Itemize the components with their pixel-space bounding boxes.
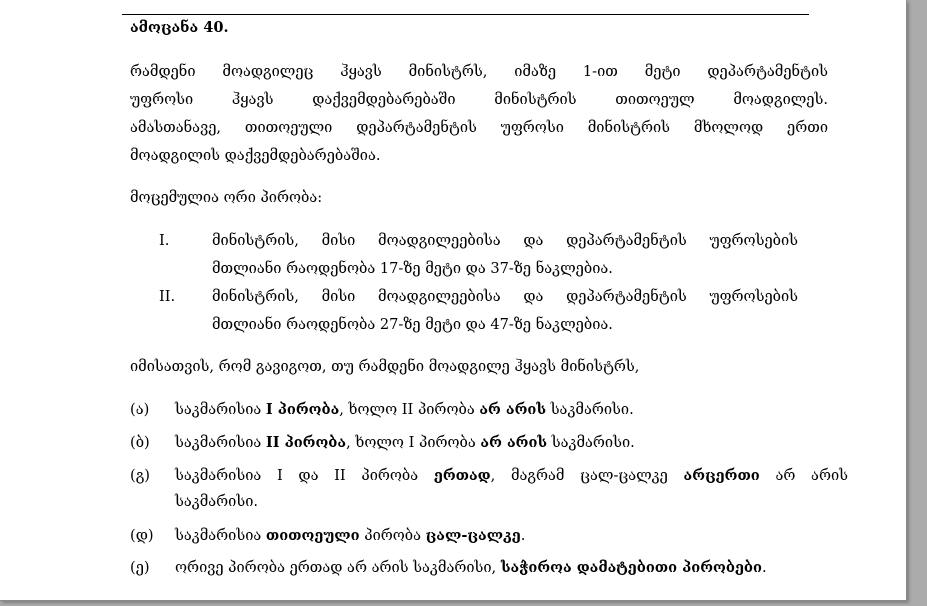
option-c-label: (გ) xyxy=(130,467,150,484)
condition-2-line-1: მინისტრის, მისი მოადგილეებისა და დეპარტამენტის უფროსების xyxy=(212,288,798,305)
question-text: იმისათვის, რომ გავიგოთ, თუ რამდენი მოადგილე ჰყავს მინისტრს, xyxy=(130,358,640,375)
condition-2-line-2: მთლიანი რაოდენობა 27-ზე მეტი და 47-ზე ნაკლებია. xyxy=(212,316,613,333)
option-a-text: საკმარისია I პირობა, ხოლო II პირობა არ არის საკმარისი. xyxy=(175,401,634,418)
option-b-text: საკმარისია II პირობა, ხოლო I პირობა არ არის საკმარისი. xyxy=(175,434,635,451)
option-a-label: (ა) xyxy=(130,401,150,418)
option-d-text: საკმარისია თითოეული პირობა ცალ-ცალკე. xyxy=(175,527,526,544)
condition-2-label: II. xyxy=(159,288,176,305)
option-e-label: (ე) xyxy=(130,559,150,576)
top-rule xyxy=(122,14,809,15)
option-e-text: ორივე პირობა ერთად არ არის საკმარისი, საჭიროა დამატებითი პირობები. xyxy=(175,559,767,576)
paragraph-line-2: უფროსი ჰყავს დაქვემდებარებაში მინისტრის თითოეულ მოადგილეს. xyxy=(130,91,828,108)
paragraph-line-3: ამასთანავე, თითოეული დეპარტამენტის უფროსი მინისტრის მხოლოდ ერთი xyxy=(130,119,828,136)
condition-1-line-1: მინისტრის, მისი მოადგილეებისა და დეპარტამენტის უფროსების xyxy=(212,232,798,249)
option-c-text-line-2: საკმარისი. xyxy=(175,493,259,510)
option-c-text: საკმარისია I და II პირობა ერთად, მაგრამ ცალ-ცალკე არცერთი არ არის xyxy=(175,467,848,484)
option-d-label: (დ) xyxy=(130,527,154,544)
problem-title: ამოცანა 40. xyxy=(130,19,229,36)
condition-1-label: I. xyxy=(159,232,170,249)
paragraph-line-4: მოადგილის დაქვემდებარებაშია. xyxy=(130,147,381,164)
given-intro: მოცემულია ორი პირობა: xyxy=(130,189,323,206)
condition-1-line-2: მთლიანი რაოდენობა 17-ზე მეტი და 37-ზე ნაკლებია. xyxy=(212,260,613,277)
paragraph-line-1: რამდენი მოადგილეც ჰყავს მინისტრს, იმაზე 1-ით მეტი დეპარტამენტის xyxy=(130,63,828,80)
option-b-label: (ბ) xyxy=(130,434,150,451)
